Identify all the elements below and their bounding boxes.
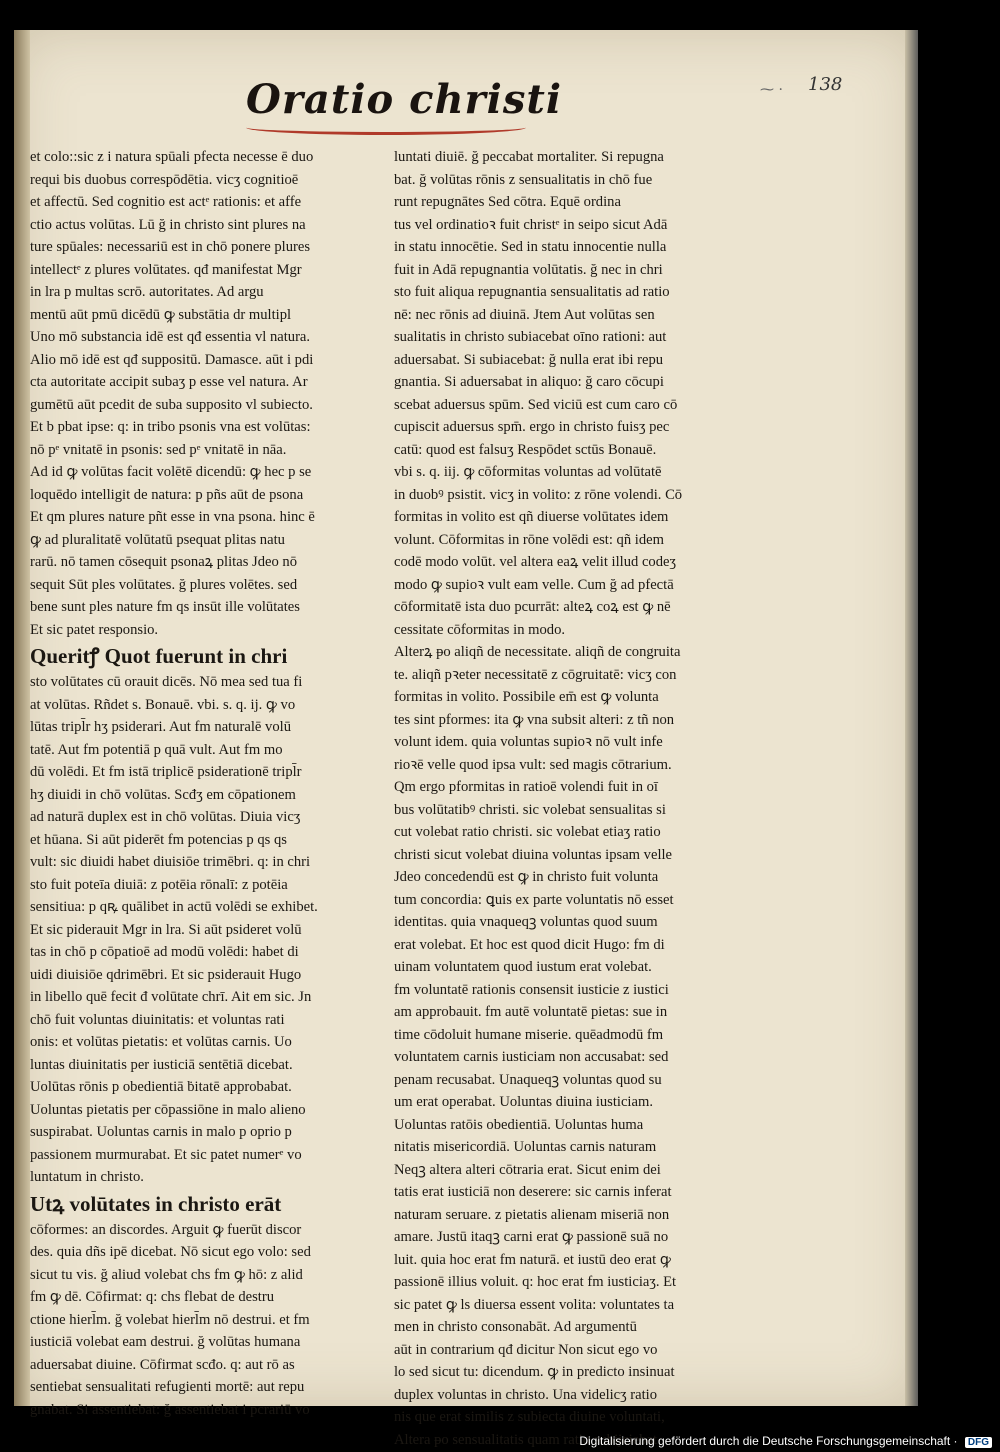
- text-line: Queritꝭ Quot fuerunt in chri: [30, 644, 288, 668]
- text-line: identitas. quia vnaqueqꝫ voluntas quod suum: [394, 914, 658, 930]
- dfg-logo: DFG: [965, 1437, 992, 1448]
- text-line: Qm ergo pformitas in ratioē volendi fuit in oī: [394, 779, 658, 795]
- text-line: suspirabat. Uoluntas carnis in malo p oprio p: [30, 1124, 292, 1140]
- text-line: formitas in volito. Possibile em̄ est ꝙ volunta: [394, 689, 659, 705]
- text-line: lo sed sicut tu: dicendum. ꝙ in predicto insinuat: [394, 1364, 675, 1380]
- text-line: bus volūtatibꝰ christi. sic volebat sensualitas si: [394, 801, 666, 818]
- text-line: time cōdoluit humane miserie. quēadmodū fm: [394, 1026, 664, 1043]
- title-flourish: [246, 120, 526, 135]
- text-line: intellectᵉ z plures volūtates. qđ manifestat Mgr: [30, 261, 302, 278]
- text-line: ctione hierl̄m. ğ volebat hierl̄m nō destrui. et fm: [30, 1311, 310, 1328]
- text-line: sequit Sūt ples volūtates. ğ plures volētes. sed: [30, 576, 298, 593]
- text-line: naturam seruare. z pietatis alienam miseriā non: [394, 1206, 670, 1223]
- text-line: passionē illius voluit. q: hoc erat fm iusticiaʒ. Et: [394, 1274, 677, 1290]
- text-line: rarū. nō tamen cōsequit psonaꝝ plitas Jdeo nō: [30, 554, 298, 570]
- pencil-mark: ⁓ ·: [760, 82, 783, 98]
- text-line: cōformitatē ista duo pcurrāt: alteꝝ coꝝ est ꝙ nē: [394, 599, 671, 615]
- text-line: Ad id ꝙ volūtas facit volētē dicendū: ꝙ hec p se: [30, 464, 312, 480]
- text-line: et colo::sic z i natura spūali pfecta necesse ē duo: [30, 149, 314, 165]
- text-line: aduersabat. Si subiacebat: ğ nulla erat ibi repu: [394, 351, 664, 368]
- text-line: Et b pbat ipse: q: in tribo psonis vna est volūtas:: [30, 419, 311, 435]
- right-text-column: [394, 146, 738, 1448]
- text-line: modo ꝙ supioꝛ vult eam velle. Cum ğ ad pfectā: [394, 576, 674, 593]
- text-line: gumētū aūt pcedit de suba supposito vl subiecto.: [30, 396, 313, 413]
- text-line: nitatis misericordiā. Uoluntas carnis naturam: [394, 1139, 657, 1155]
- text-line: Uoluntas ratōis obedientiā. Uoluntas huma: [394, 1116, 644, 1133]
- text-line: ture spūales: necessariū est in chō ponere plures: [30, 239, 311, 255]
- text-line: sensitiua: p qꝶ quālibet in actū volēdi se exhibet.: [30, 899, 318, 915]
- text-line: volunt idem. quia voluntas supioꝛ nō vult infe: [394, 734, 663, 750]
- text-line: christi sicut volebat diuina voluntas ipsam velle: [394, 846, 673, 863]
- text-line: Neqꝫ altera alteri cōtraria erat. Sicut enim dei: [394, 1161, 661, 1178]
- text-line: um erat operabat. Uoluntas diuina iusticiam.: [394, 1094, 653, 1110]
- text-line: requi bis duobus correspōdētia. vicʒ cognitioē: [30, 171, 299, 188]
- page-binding-shadow: [14, 30, 30, 1406]
- text-line: gnantia. Si aduersabat in aliquo: ğ caro cōcupi: [394, 374, 664, 390]
- text-line: uinam voluntatem quod iustum erat volebat.: [394, 959, 652, 975]
- text-line: sualitatis in christo subiacebat oīno rationi: aut: [394, 329, 667, 345]
- text-line: Altera ᵽo sensualitatis quam ratio subijciebat: [394, 1431, 658, 1448]
- text-line: Et sic piderauit Mgr in lra. Si aūt psideret volū: [30, 921, 302, 938]
- text-line: te. aliqñ pꝛeter necessitatē z cōgruitatē: vicʒ con: [394, 666, 677, 683]
- text-line: codē modo volūt. vel altera eaꝝ velit illud codeʒ: [394, 554, 676, 570]
- text-line: tus vel ordinatioꝛ fuit christᵉ in seipo sicut Adā: [394, 216, 668, 233]
- text-line: mentū aūt pmū dicēdū ꝙ substātia dr multipl: [30, 306, 292, 323]
- scan-background: [918, 30, 1000, 1406]
- text-line: sto fuit aliqua repugnantia sensualitatis ad ratio: [394, 284, 670, 300]
- text-line: amare. Justū itaqꝫ carni erat ꝙ passionē suā no: [394, 1229, 669, 1245]
- footer-text: Digitalisierung gefördert durch die Deutsche Forschungsgemeinschaft ·: [579, 1434, 958, 1448]
- text-line: et affectū. Sed cognitio est actᵉ rationis: et affe: [30, 194, 302, 210]
- text-line: tatis erat iusticiā non deserere: sic carnis inferat: [394, 1184, 672, 1200]
- text-line: cta autoritate accipit subaʒ p esse vel natura. Ar: [30, 374, 308, 390]
- text-line: nē: nec rōnis ad diuinā. Jtem Aut volūtas sen: [394, 306, 655, 323]
- text-line: gnabat. Si assentiebat: ğ assentiebat i pcrariū vo: [30, 1401, 310, 1418]
- text-line: erat volebat. Et hoc est quod dicit Hugo: fm di: [394, 936, 665, 953]
- running-title: Oratio christi: [246, 76, 563, 123]
- text-line: Alio mō idē est qđ suppositū. Damasce. aūt i pdi: [30, 351, 314, 368]
- left-text-column: [30, 146, 374, 1418]
- text-line: passionem murmurabat. Et sic patet numerᵉ vo: [30, 1146, 302, 1163]
- text-line: runt repugnātes Sed cōtra. Equē ordina: [394, 194, 621, 210]
- text-line: vult: sic diuidi habet diuisiōe trimēbri. q: in chri: [30, 854, 311, 870]
- text-line: nō pᵉ vnitatē in psonis: sed pᵉ vnitatē in nāa.: [30, 441, 287, 458]
- text-line: tum concordia: ꝗuis ex parte voluntatis nō esset: [394, 891, 674, 908]
- text-line: scebat aduersus spūm. Sed viciū est cum caro cō: [394, 396, 678, 413]
- text-line: fm ꝙ dē. Cōfirmat: q: chs flebat de destru: [30, 1289, 274, 1305]
- text-line: cessitate cōformitas in modo.: [394, 621, 566, 638]
- text-line: voluntatem carnis iusticiam non accusabat: sed: [394, 1049, 669, 1065]
- text-line: luntati diuiē. ğ peccabat mortaliter. Si repugna: [394, 149, 664, 165]
- page-edge-shadow: [905, 30, 919, 1406]
- text-line: sto fuit poteīa diuiā: z potēia rōnalī: z potēia: [30, 876, 288, 893]
- text-line: luntatum in christo.: [30, 1169, 144, 1185]
- text-line: cupiscit aduersus spm̄. ergo in christo fuisʒ pec: [394, 419, 670, 435]
- text-line: penam recusabat. Unaqueqꝫ voluntas quod su: [394, 1071, 662, 1088]
- text-line: ad naturā duplex est in chō volūtas. Diuia vicʒ: [30, 809, 301, 825]
- text-line: luit. quia hoc erat fm naturā. et iustū deo erat ꝙ: [394, 1251, 671, 1268]
- text-line: uidi diuisiōe qdrimēbri. Et sic psiderauit Hugo: [30, 966, 302, 983]
- text-line: volunt. Cōformitas in rōne volēdi est: qñ idem: [394, 531, 664, 548]
- text-line: luntas diuinitatis per iusticiā sentētiā dicebat.: [30, 1056, 293, 1073]
- text-line: Uolūtas rōnis p obedientiā ḃitatē approbabat.: [30, 1079, 292, 1095]
- text-line: et hūana. Si aūt piderēt fm potencias p qs qs: [30, 831, 287, 848]
- text-line: sicut tu vis. ğ aliud volebat chs fm ꝙ hō: z alid: [30, 1266, 303, 1283]
- text-line: formitas in volito est qñ diuerse volūtates idem: [394, 509, 669, 525]
- text-line: hʒ diuidi in chō volūtas. Scđʒ em cōpationem: [30, 786, 296, 803]
- text-line: at volūtas. Rñdet s. Bonauē. vbi. s. q. ij. ꝙ vo: [30, 696, 296, 713]
- text-line: iusticiā volebat eam destrui. ğ volūtas humana: [30, 1334, 301, 1350]
- text-line: men in christo consonabāt. Ad argumentū: [394, 1319, 637, 1335]
- text-line: Et qm plures nature pñt esse in vna psona. hinc ē: [30, 509, 315, 525]
- text-line: cōformes: an discordes. Arguit ꝙ fuerūt discor: [30, 1221, 302, 1238]
- text-line: loquēdo intelligit de natura: p pñs aūt de psona: [30, 486, 304, 503]
- folio-number: 138: [808, 74, 843, 95]
- text-line: am approbauit. fm autē voluntatē pietas: sue in: [394, 1004, 668, 1020]
- text-line: lūtas tripl̄r hʒ psiderari. Aut fm naturalē volū: [30, 719, 291, 735]
- text-line: sic patet ꝙ ls diuersa essent volita: voluntates ta: [394, 1296, 675, 1313]
- text-line: rioꝛē velle quod ipsa vult: sed magis cōtrarium.: [394, 756, 672, 773]
- text-line: in libello quē fecit đ volūtate chrī. Ait em sic. Jn: [30, 989, 312, 1005]
- text-line: sentiebat sensualitati refugienti mortē: aut repu: [30, 1379, 305, 1395]
- text-line: cut volebat ratio christi. sic volebat etiaʒ ratio: [394, 824, 661, 840]
- text-line: tes sint pformes: ita ꝙ vna subsit alteri: z tñ non: [394, 711, 675, 728]
- text-line: fm voluntatē rationis consensit iusticie z iustici: [394, 981, 669, 998]
- text-line: in lra p multas scrō. autoritates. Ad argu: [30, 284, 264, 300]
- text-line: in statu innocētie. Sed in statu innocentie nulla: [394, 239, 667, 255]
- text-line: ctio actus volūtas. Lū ğ in christo sint plures na: [30, 216, 306, 233]
- text-line: ꝙ ad pluralitatē volūtatū psequat plitas natu: [30, 531, 285, 548]
- text-line: aūt in contrarium qđ dicitur Non sicut ego vo: [394, 1341, 658, 1358]
- text-line: Alterꝝ ᵽo aliqñ de necessitate. aliqñ de congruita: [394, 644, 681, 660]
- text-line: Et sic patet responsio.: [30, 621, 159, 638]
- text-line: catū: quod est falsuʒ Respōdet sctūs Bonauē.: [394, 441, 657, 458]
- text-line: Uno mō substancia idē est qđ essentia vl natura.: [30, 329, 311, 345]
- text-line: aduersabat diuine. Cōfirmat scđo. q: aut rō as: [30, 1356, 295, 1373]
- text-line: nis que erat similis z subiecta diuine voluntati,: [394, 1409, 665, 1425]
- text-line: duplex voluntas in christo. Una videlicʒ ratio: [394, 1386, 658, 1403]
- text-line: tas in chō p cōpatioē ad modū volēdi: habet di: [30, 944, 299, 960]
- text-line: dū volēdi. Et fm istā triplicē psiderationē tripl̄r: [30, 764, 302, 780]
- text-line: chō fuit voluntas diuinitatis: et voluntas rati: [30, 1011, 285, 1028]
- text-line: bene sunt ples nature fm qs insūt ille volūtates: [30, 599, 300, 615]
- text-line: tatē. Aut fm potentiā p quā vult. Aut fm mo: [30, 741, 283, 758]
- text-line: sto volūtates cū orauit dicēs. Nō mea sed tua fi: [30, 674, 303, 690]
- text-line: bat. ğ volūtas rōnis z sensualitatis in chō fue: [394, 171, 653, 188]
- text-line: onis: et volūtas pietatis: et volūtas carnis. Uo: [30, 1034, 292, 1050]
- text-line: vbi s. q. iij. ꝙ cōformitas voluntas ad volūtatē: [394, 464, 662, 480]
- text-line: des. quia dñs ipē dicebat. Nō sicut ego volo: sed: [30, 1244, 311, 1260]
- text-line: Jdeo concedendū est ꝙ in christo fuit volunta: [394, 869, 659, 885]
- footer-credit: [0, 1434, 992, 1448]
- text-line: in duobꝰ psistit. vicʒ in volito: z rōne volendi. Cō: [394, 486, 683, 503]
- text-line: Utꝝ volūtates in christo erāt: [30, 1191, 282, 1216]
- text-line: Uoluntas pietatis per cōpassiōne in malo alieno: [30, 1101, 306, 1118]
- text-line: fuit in Adā repugnantia volūtatis. ğ nec in chri: [394, 261, 663, 278]
